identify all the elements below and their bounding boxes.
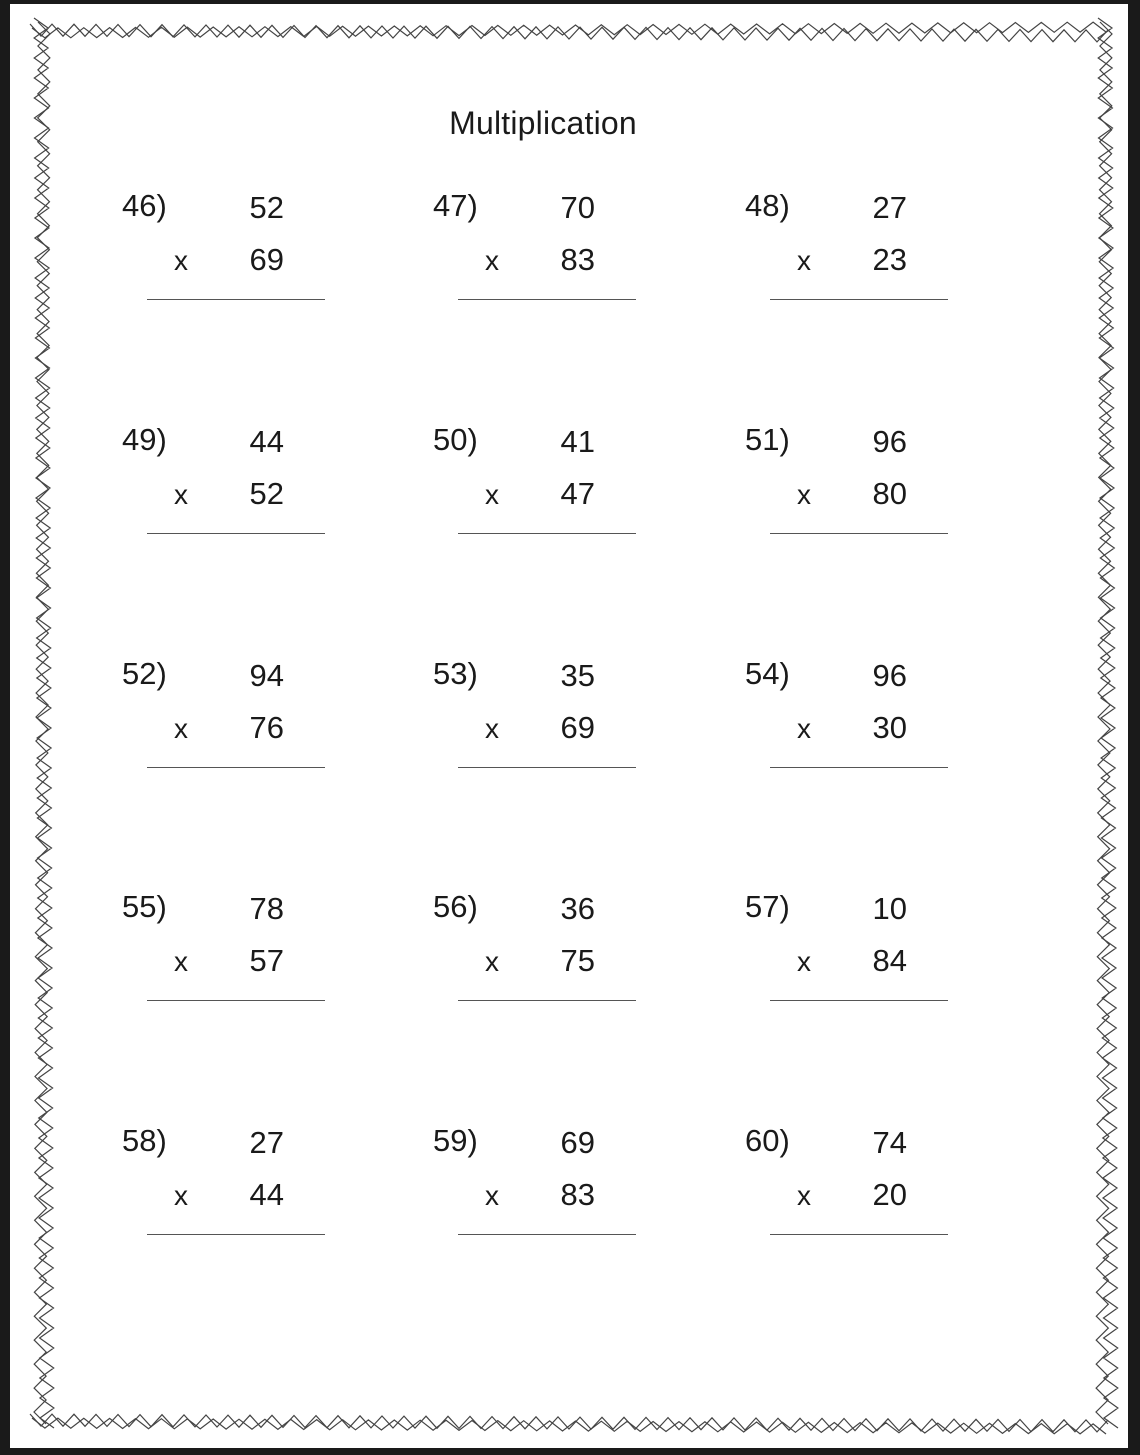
multiplicand: 96 xyxy=(872,658,907,693)
multiplier: 47 xyxy=(560,476,595,511)
problem-number: 48) xyxy=(745,188,790,223)
problem-item xyxy=(745,422,925,542)
multiply-sign: x xyxy=(797,479,811,510)
multiply-sign: x xyxy=(485,245,499,276)
multiply-sign: x xyxy=(174,713,188,744)
multiply-sign: x xyxy=(174,946,188,977)
problem-item xyxy=(122,1123,302,1243)
answer-line xyxy=(147,1234,325,1235)
multiplicand: 78 xyxy=(249,891,284,926)
problem-item xyxy=(122,422,302,542)
answer-line xyxy=(770,1234,948,1235)
multiplier: 44 xyxy=(249,1177,284,1212)
answer-line xyxy=(147,533,325,534)
answer-line xyxy=(770,1000,948,1001)
multiplicand: 96 xyxy=(872,424,907,459)
multiply-sign: x xyxy=(485,479,499,510)
problem-number: 47) xyxy=(433,188,478,223)
multiplier: 75 xyxy=(560,943,595,978)
problem-item xyxy=(745,188,925,308)
multiply-sign: x xyxy=(174,1180,188,1211)
problem-number: 55) xyxy=(122,889,167,924)
border-zigzag-stroke xyxy=(34,22,50,1424)
worksheet-page xyxy=(10,4,1128,1448)
problem-number: 56) xyxy=(433,889,478,924)
answer-line xyxy=(147,767,325,768)
problem-number: 57) xyxy=(745,889,790,924)
multiplicand: 36 xyxy=(560,891,595,926)
multiply-sign: x xyxy=(174,479,188,510)
problem-item xyxy=(122,889,302,1009)
multiply-sign: x xyxy=(485,946,499,977)
multiply-sign: x xyxy=(797,713,811,744)
multiplier: 76 xyxy=(249,710,284,745)
multiplier: 20 xyxy=(872,1177,907,1212)
problem-item xyxy=(745,656,925,776)
answer-line xyxy=(770,299,948,300)
multiplier: 80 xyxy=(872,476,907,511)
multiplicand: 52 xyxy=(249,190,284,225)
multiplier: 69 xyxy=(249,242,284,277)
problem-number: 52) xyxy=(122,656,167,691)
multiplier: 52 xyxy=(249,476,284,511)
multiplicand: 69 xyxy=(560,1125,595,1160)
problem-number: 58) xyxy=(122,1123,167,1158)
problem-number: 50) xyxy=(433,422,478,457)
answer-line xyxy=(147,1000,325,1001)
multiply-sign: x xyxy=(797,946,811,977)
multiplicand: 35 xyxy=(560,658,595,693)
problem-number: 53) xyxy=(433,656,478,691)
worksheet-title: Multiplication xyxy=(449,105,637,141)
problem-item xyxy=(433,656,613,776)
problem-item xyxy=(433,188,613,308)
multiplicand: 44 xyxy=(249,424,284,459)
multiplicand: 74 xyxy=(872,1125,907,1160)
multiply-sign: x xyxy=(485,713,499,744)
multiplicand: 70 xyxy=(560,190,595,225)
multiply-sign: x xyxy=(797,1180,811,1211)
answer-line xyxy=(458,1000,636,1001)
problem-number: 46) xyxy=(122,188,167,223)
answer-line xyxy=(458,767,636,768)
answer-line xyxy=(458,299,636,300)
multiplicand: 41 xyxy=(560,424,595,459)
answer-line xyxy=(770,767,948,768)
answer-line xyxy=(770,533,948,534)
problem-item xyxy=(745,889,925,1009)
border-zigzag-stroke xyxy=(34,18,54,1428)
answer-line xyxy=(147,299,325,300)
multiply-sign: x xyxy=(485,1180,499,1211)
multiplier: 83 xyxy=(560,242,595,277)
border-zigzag-stroke xyxy=(30,24,1108,42)
problem-item xyxy=(122,656,302,776)
multiplier: 30 xyxy=(872,710,907,745)
border-zigzag-stroke xyxy=(32,1418,1106,1434)
multiply-sign: x xyxy=(797,245,811,276)
multiplier: 69 xyxy=(560,710,595,745)
multiplier: 84 xyxy=(872,943,907,978)
multiplicand: 27 xyxy=(872,190,907,225)
problem-number: 49) xyxy=(122,422,167,457)
problem-item xyxy=(745,1123,925,1243)
multiplier: 83 xyxy=(560,1177,595,1212)
multiply-sign: x xyxy=(174,245,188,276)
answer-line xyxy=(458,1234,636,1235)
multiplicand: 27 xyxy=(249,1125,284,1160)
problem-number: 60) xyxy=(745,1123,790,1158)
problem-item xyxy=(433,1123,613,1243)
multiplicand: 94 xyxy=(249,658,284,693)
problem-item xyxy=(433,422,613,542)
multiplicand: 10 xyxy=(872,891,907,926)
problem-number: 51) xyxy=(745,422,790,457)
problem-number: 59) xyxy=(433,1123,478,1158)
problem-item xyxy=(433,889,613,1009)
multiplier: 57 xyxy=(249,943,284,978)
multiplier: 23 xyxy=(872,242,907,277)
answer-line xyxy=(458,533,636,534)
problem-number: 54) xyxy=(745,656,790,691)
problem-item xyxy=(122,188,302,308)
